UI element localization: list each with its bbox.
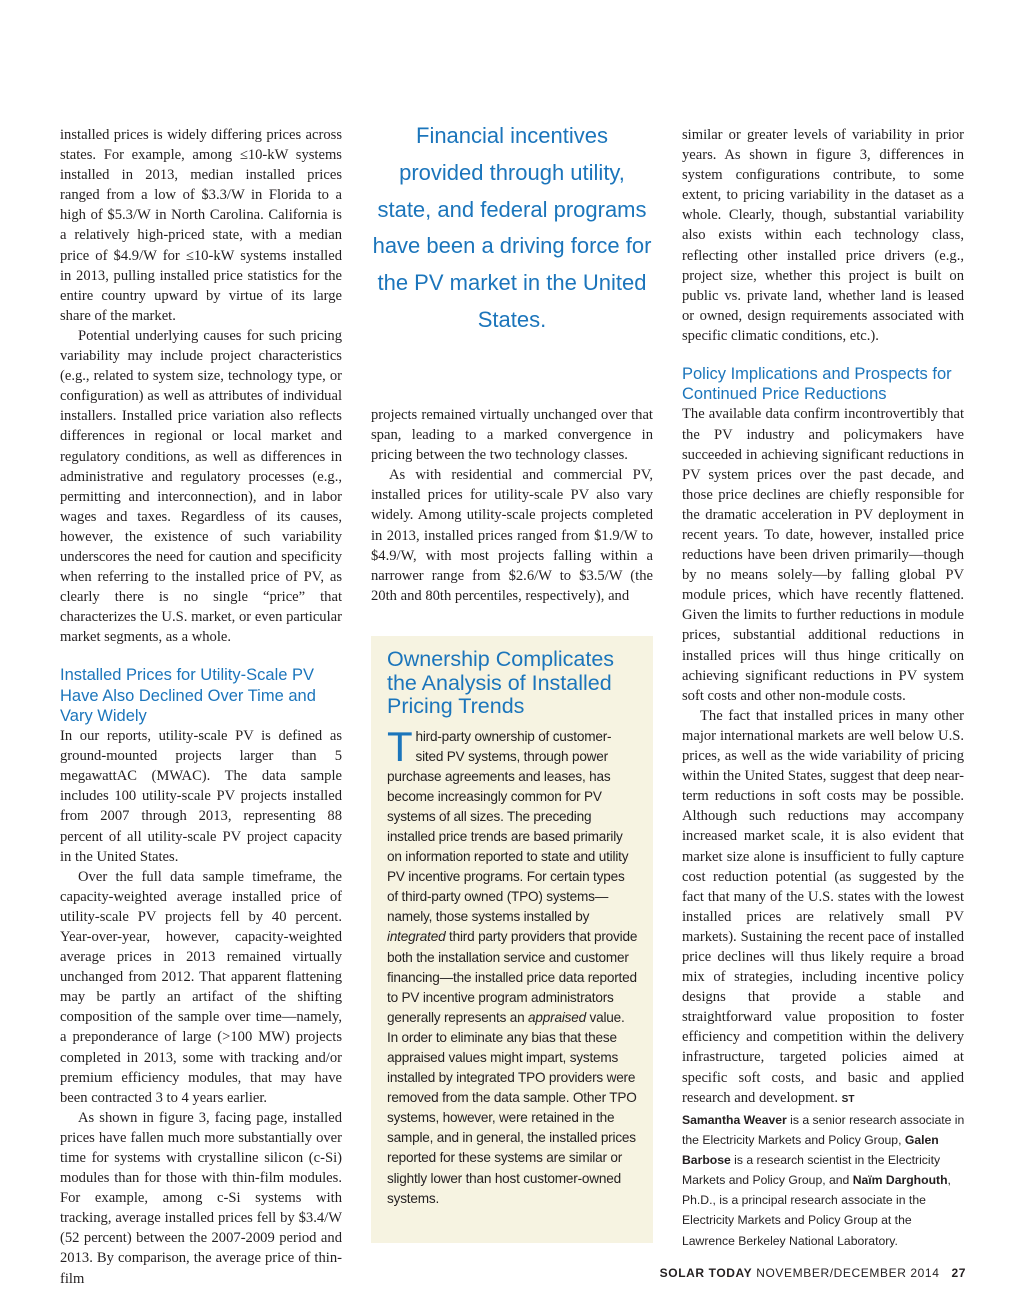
sidebar-body [387,722,639,1209]
bio-text: , Ph.D., is a principal research associate in the Electricity Markets and Policy Group at the Lawrence Berkeley National Laboratory. [682,1173,951,1248]
paragraph: Potential underlying causes for such pricing variability may include project characteristics (e.g., related to system size, technology type, or configuration) as well as attributes of individual installers. Installed price variation also reflects differences in regional or local market and regulatory conditions, as well as differences in administrative and regulatory processes (e.g., permitting and interconnection), and in labor wages and taxes. Regardless of its causes, however, the existence of such variability underscores the need for caution and specificity when referring to the installed price of PV, as clearly there is no single “price” that characterizes the U.S. market, or even particular market segments, as a whole. [60,327,342,646]
bio-text: is a research scientist in the Electricity Markets and Policy Group, and [682,1153,941,1188]
author-bio [682,1110,966,1251]
author-name: Samantha Weaver [682,1113,787,1127]
sidebar-emphasis: integrated [387,929,446,945]
page-footer [660,1266,966,1280]
paragraph [682,706,964,1110]
end-mark: ST [841,1093,855,1105]
sidebar-title: Ownership Complicates the Analysis of Installed Pricing Trends [387,647,615,718]
paragraph-text: The fact that installed prices in many other major international markets are well below U.S. prices, as well as the wide variability of pricing within the United States, suggest that deep near-term reductions in soft costs may be possible. Although such reductions may accompany increased market scale, it is also evident that market size alone is insufficient to fully capture cost reduction potential (as suggested by the fact that many of the U.S. states with the lowest installed prices are relatively small PV markets). Sustaining the recent pace of installed price declines will thus likely require a broad mix of strategies, including incentive policy designs that provide a stable and straightforward value proposition to foster efficiency and competition within the delivery infrastructure, targeted policies aimed at specific soft costs, and basic and applied research and development. [682,707,964,1106]
issue-date: NOVEMBER/DECEMBER 2014 [756,1266,940,1280]
drop-cap: T [387,722,413,770]
paragraph: projects remained virtually unchanged over that span, leading to a marked convergence in pricing between the two technology classes. [371,407,653,464]
sidebar-text: third party providers that provide both the installation service and customer financing—the installed price data reported to PV incentive program administrators generally represents an [387,929,638,1025]
bio-text: is a senior research associate in the Electricity Markets and Policy Group, [682,1113,965,1148]
article-column-3 [682,125,964,1110]
paragraph: In our reports, utility-scale PV is defined as ground-mounted projects larger than 5 megawattAC (MWAC). The data sample includes 100 utility-scale PV projects installed from 2007 through 2013, representing 88 percent of all utility-scale PV project capacity in the United States. [60,728,342,865]
sidebar-box [371,636,653,1243]
section-heading-policy: Policy Implications and Prospects for Continued Price Reductions [682,365,952,404]
sidebar-text: hird-party ownership of customer-sited PV systems, through power purchase agreements and leases, has become increasingly common for PV systems of all sizes. The preceding installed price trends are based primarily on information reported to state and utility PV incentive programs. For certain types of third-party owned (TPO) systems—namely, those systems installed by [387,728,629,925]
pull-quote: Financial incentives provided through utility, state, and federal programs have been a driving force for the PV market in the United States. [372,123,652,332]
author-name: Galen Barbose [682,1133,939,1168]
paragraph: Over the full data sample timeframe, the capacity-weighted average installed price of utility-scale PV projects fell by 40 percent. Year-over-year, however, capacity-weighted average prices in 2013 remained virtually unchanged from 2012. That apparent flattening may be partly an artifact of the shifting composition of the sample over time—namely, a preponderance of large (>100 MW) projects completed in 2013, some with tracking and/or premium efficiency modules, that may have been contracted 3 to 4 years earlier. [60,868,342,1106]
magazine-name: SOLAR TODAY [659,1266,753,1280]
paragraph: installed prices is widely differing prices across states. For example, among ≤10-kW systems installed in 2013, median installed prices ranged from a low of $3.3/W in Florida to a high of $5.3/W in North Carolina. California is a relatively high-priced state, with a median price of $4.9/W for ≤10-kW systems installed in 2013, pulling installed price statistics for the entire country upward by virtue of its large share of the market. [60,127,342,324]
paragraph: As with residential and commercial PV, installed prices for utility-scale PV also vary widely. Among utility-scale projects completed in 2013, installed prices ranged from $1.9/W to $4.9/W, with most projects falling within a narrower range from $2.6/W to $3.5/W (the 20th and 80th percentiles, respectively), and [371,467,653,604]
paragraph: The available data confirm incontrovertibly that the PV industry and policymakers have succeeded in achieving significant reductions in PV system prices over the past decade, and those price declines are chiefly responsible for the dramatic acceleration in PV deployment in recent years. To date, however, installed price reductions have been driven primarily—though by no means solely—by falling global PV module prices, which have recently flattened. Given the limits to further reductions in module prices, substantial additional reductions in installed prices will thus hinge critically on achieving significant reductions in PV system soft costs and other non-module costs. [682,406,964,704]
article-column-2 [371,405,653,606]
paragraph: As shown in figure 3, facing page, installed prices have fallen much more substantially over time for systems with crystalline silicon (c-Si) modules than for those with thin-film modules. For example, among c-Si systems with tracking, average installed prices fell by $3.4/W (52 percent) between the 2007-2009 period and 2013. By comparison, the average price of thin-film [60,1109,342,1287]
page-number: 27 [951,1266,966,1280]
section-heading-utility-scale: Installed Prices for Utility-Scale PV Have Also Declined Over Time and Vary Widely [60,666,316,725]
sidebar-text: value. In order to eliminate any bias that these appraised values might impart, systems installed by integrated TPO providers were removed from the data sample. Other TPO systems, however, were retained in the sample, and in general, the installed prices reported for these systems are similar or slightly lower than host customer-owned systems. [387,1009,637,1206]
sidebar-emphasis: appraised [528,1009,586,1025]
paragraph: similar or greater levels of variability in prior years. As shown in figure 3, differences in system configurations contribute, to some extent, to pricing variability in the dataset as a whole. Clearly, though, substantial variability also exists within each technology class, reflecting other installed price drivers (e.g., project size, whether this project is built on public vs. private land, whether land is leased or owned, design requirements associated with specific climatic conditions, etc.). [682,127,964,344]
article-column-1 [60,125,342,1289]
author-name: Naïm Darghouth [852,1173,948,1188]
